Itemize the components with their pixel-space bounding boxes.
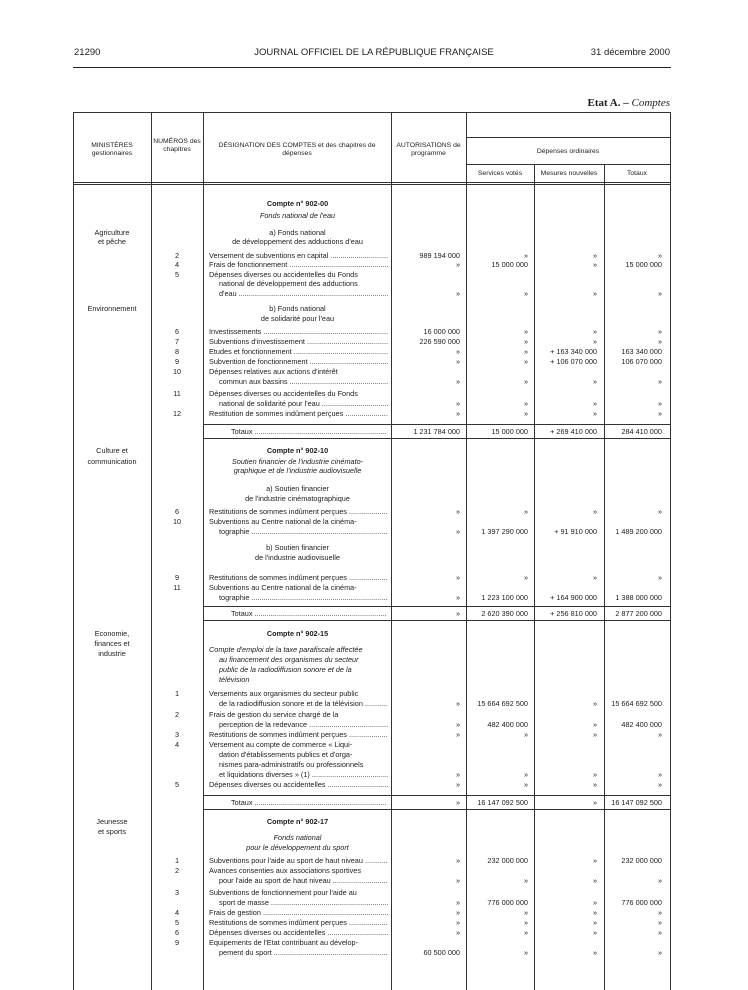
services-votes-value: »	[523, 357, 528, 366]
services-votes-value: »	[523, 251, 528, 260]
services-votes-value: »	[523, 327, 528, 336]
col-line-4	[466, 112, 467, 990]
designation-text: Subventions de fonctionnement pour l'aide au	[209, 888, 357, 897]
designation-text: public de la radiodiffusion sonore et de la	[219, 665, 352, 674]
designation-text: b) Soutien financier	[266, 543, 329, 552]
totaux-value: »	[657, 780, 662, 789]
designation-text: télévision	[219, 675, 250, 684]
autorisation-value: »	[455, 573, 460, 582]
autorisation-value: »	[455, 377, 460, 386]
designation-text: Dépenses diverses ou accidentelles .....	[209, 781, 388, 789]
designation-text: a) Soutien financier	[266, 484, 329, 493]
ministry-name: Jeunesse	[96, 817, 128, 826]
services-votes-value: »	[523, 770, 528, 779]
totaux-value: 106 070 000	[621, 357, 662, 366]
col-header-numeros: NUMÉROS des chapitres	[153, 138, 201, 153]
chapter-number: 10	[172, 517, 182, 526]
ministry-name: et pêche	[98, 237, 126, 246]
mesures-nouvelles-value: »	[592, 876, 597, 885]
autorisation-value: »	[455, 730, 460, 739]
totals-label: Totaux .....	[231, 799, 387, 807]
chapter-number: 11	[173, 389, 181, 398]
chapter-number: 10	[172, 367, 182, 376]
mesures-nouvelles-value: »	[592, 770, 597, 779]
services-votes-value: 15 664 692 500	[477, 699, 528, 708]
autorisation-value: »	[455, 609, 460, 618]
chapter-number: 8	[174, 347, 180, 356]
autorisation-value: »	[455, 908, 460, 917]
chapter-number: 1	[174, 689, 180, 698]
services-votes-value: »	[523, 377, 528, 386]
services-votes-value: »	[523, 573, 528, 582]
services-votes-value: »	[523, 399, 528, 408]
designation-text: Versements aux organismes du secteur public	[209, 689, 359, 698]
designation-text: Etudes et fonctionnement .....	[209, 348, 388, 356]
designation-text: Restitutions de sommes indûment perçues .....	[209, 508, 388, 516]
services-votes-value: »	[523, 780, 528, 789]
mesures-nouvelles-value: »	[592, 289, 597, 298]
services-votes-value: 16 147 092 500	[477, 798, 528, 807]
services-votes-value: 232 000 000	[487, 856, 528, 865]
designation-text: Investissements .....	[209, 328, 388, 336]
autorisation-value: »	[455, 798, 460, 807]
chapter-number: 6	[174, 507, 180, 516]
autorisation-value: »	[455, 593, 460, 602]
totaux-value: »	[657, 251, 662, 260]
ministry-name: communication	[87, 457, 137, 466]
services-votes-value: 482 400 000	[487, 720, 528, 729]
services-votes-value: »	[523, 409, 528, 418]
col-line-7	[670, 112, 671, 990]
services-votes-value: 1 397 290 000	[481, 527, 528, 536]
totaux-value: 1 489 200 000	[615, 527, 662, 536]
chapter-number: 5	[174, 780, 180, 789]
designation-text: Restitutions de sommes indûment perçues .....	[209, 574, 388, 582]
autorisation-value: »	[455, 780, 460, 789]
designation-text: b) Fonds national	[269, 304, 326, 313]
totaux-value: 163 340 000	[621, 347, 662, 356]
mesures-nouvelles-value: »	[592, 251, 597, 260]
designation-text: Versement au compte de commerce « Liqui-	[209, 740, 353, 749]
mesures-nouvelles-value: »	[592, 409, 597, 418]
services-votes-value: »	[523, 347, 528, 356]
chapter-number: 9	[174, 573, 180, 582]
mesures-nouvelles-value: »	[592, 507, 597, 516]
designation-text: tographie .....	[219, 594, 388, 602]
col-header-totaux: Totaux	[626, 170, 648, 177]
autorisation-value: »	[455, 856, 460, 865]
designation-text: Restitution de sommes indûment perçues .....	[209, 410, 388, 418]
totaux-value: »	[657, 507, 662, 516]
header-bottom-rule	[73, 182, 671, 183]
chapter-number: 6	[174, 928, 180, 937]
autorisation-value: 60 500 000	[423, 948, 460, 957]
totaux-value: »	[657, 928, 662, 937]
totaux-value: 2 877 200 000	[615, 609, 662, 618]
designation-text: Restitutions de sommes indûment perçues .....	[209, 731, 388, 739]
chapter-number: 5	[174, 270, 180, 279]
ministry-name: et sports	[98, 827, 126, 836]
totaux-value: 284 410 000	[621, 427, 662, 436]
totaux-value: »	[657, 399, 662, 408]
header-bottom-rule-2	[73, 184, 671, 185]
col-header-mesures: Mesures nouvelles	[540, 170, 598, 177]
totaux-value: 232 000 000	[621, 856, 662, 865]
designation-text: Subventions au Centre national de la cinéma-	[209, 583, 357, 592]
autorisation-value: »	[455, 527, 460, 536]
totaux-value: »	[657, 770, 662, 779]
autorisation-value: »	[455, 876, 460, 885]
chapter-number: 9	[174, 938, 180, 947]
chapter-number: 12	[172, 409, 182, 418]
chapter-number: 2	[174, 251, 180, 260]
autorisation-value: »	[455, 898, 460, 907]
autorisation-value: »	[455, 928, 460, 937]
services-votes-value: »	[523, 918, 528, 927]
designation-text: Equipements de l'Etat contribuant au dévelop-	[209, 938, 359, 947]
designation-text: perception de la redevance .....	[219, 721, 388, 729]
mesures-nouvelles-value: »	[592, 780, 597, 789]
header-rule	[73, 67, 671, 68]
mesures-nouvelles-value: »	[592, 730, 597, 739]
designation-text: et liquidations diverses » (1) .....	[219, 771, 388, 779]
designation-text: Subventions au Centre national de la cinéma-	[209, 517, 357, 526]
autorisation-value: 989 194 000	[419, 251, 460, 260]
page-number: 21290	[74, 47, 101, 58]
chapter-number: 3	[174, 888, 180, 897]
designation-text: Subventions pour l'aide au sport de haut niveau .....	[209, 857, 388, 865]
mesures-nouvelles-value: »	[592, 377, 597, 386]
autorisation-value: 226 590 000	[419, 337, 460, 346]
account-title: Compte n° 902-15	[266, 629, 329, 638]
col-line-3	[391, 112, 392, 990]
etat-title: Comptes	[631, 97, 670, 109]
chapter-number: 9	[174, 357, 180, 366]
mesures-nouvelles-value: »	[592, 337, 597, 346]
designation-text: Soutien financier de l'industrie cinémato-	[231, 457, 364, 466]
chapter-number: 4	[174, 260, 180, 269]
services-votes-value: 15 000 000	[491, 427, 528, 436]
mesures-nouvelles-value: + 269 410 000	[550, 427, 597, 436]
ministry-name: finances et	[94, 639, 130, 648]
accounts-table	[73, 112, 671, 990]
mesures-nouvelles-value: »	[592, 399, 597, 408]
autorisation-value: »	[455, 409, 460, 418]
autorisation-value: »	[455, 699, 460, 708]
ministry-name: Agriculture	[94, 228, 130, 237]
col-line-6	[604, 164, 605, 990]
mesures-nouvelles-value: »	[592, 856, 597, 865]
designation-text: Restitutions de sommes indûment perçues .....	[209, 919, 388, 927]
ministry-name: industrie	[98, 649, 126, 658]
col-header-services: Services votés	[477, 170, 523, 177]
totaux-value: »	[657, 377, 662, 386]
totals-rule	[203, 424, 671, 425]
services-votes-value: 2 620 390 000	[481, 609, 528, 618]
designation-text: Fonds national	[273, 833, 322, 842]
chapter-number: 2	[174, 866, 180, 875]
designation-text: de la radiodiffusion sonore et de la télévision .....	[219, 700, 388, 708]
totals-rule	[203, 795, 671, 796]
designation-text: Subvention de fonctionnement .....	[209, 358, 388, 366]
designation-text: Avances consenties aux associations sportives	[209, 866, 361, 875]
autorisation-value: 16 000 000	[423, 327, 460, 336]
designation-text: Subventions d'investissement .....	[209, 338, 388, 346]
table-top-rule	[73, 112, 671, 113]
services-votes-value: »	[523, 876, 528, 885]
account-title: Compte n° 902-10	[266, 446, 329, 455]
autorisation-value: »	[455, 770, 460, 779]
chapter-number: 2	[174, 710, 180, 719]
account-title: Compte n° 902-17	[266, 817, 329, 826]
designation-text: Dépenses relatives aux actions d'intérêt	[209, 367, 338, 376]
totaux-value: »	[657, 908, 662, 917]
services-votes-value: »	[523, 908, 528, 917]
chapter-number: 5	[174, 918, 180, 927]
col-header-designation: DÉSIGNATION DES COMPTES et des chapitres de dépenses	[218, 142, 376, 157]
designation-text: d'eau .....	[219, 290, 388, 298]
autorisation-value: »	[455, 289, 460, 298]
services-votes-value: 15 000 000	[491, 260, 528, 269]
mesures-nouvelles-value: »	[592, 918, 597, 927]
totals-rule	[203, 809, 671, 810]
mesures-nouvelles-value: »	[592, 798, 597, 807]
mesures-nouvelles-value: »	[592, 928, 597, 937]
mesures-nouvelles-value: »	[592, 699, 597, 708]
designation-text: Frais de gestion du service chargé de la	[209, 710, 339, 719]
designation-text: a) Fonds national	[269, 228, 326, 237]
chapter-number: 4	[174, 740, 180, 749]
autorisation-value: »	[455, 720, 460, 729]
designation-text: graphique et de l'industrie audiovisuelle	[233, 466, 362, 475]
autorisation-value: »	[455, 918, 460, 927]
col-line-5	[534, 164, 535, 990]
ministry-name: Economie,	[94, 629, 130, 638]
col-header-autorisations: AUTORISATIONS de programme	[396, 142, 461, 157]
totaux-value: »	[657, 289, 662, 298]
autorisation-value: »	[455, 357, 460, 366]
services-votes-value: »	[523, 928, 528, 937]
totaux-value: »	[657, 876, 662, 885]
totaux-value: »	[657, 337, 662, 346]
totaux-value: »	[657, 409, 662, 418]
totaux-value: »	[657, 327, 662, 336]
designation-text: national de développement des adductions	[219, 279, 358, 288]
ministry-name: Culture et	[96, 446, 128, 455]
etat-label: Etat A. –	[587, 97, 629, 109]
chapter-number: 1	[174, 856, 180, 865]
designation-text: de l'industrie cinématographique	[245, 494, 350, 503]
totaux-value: 482 400 000	[621, 720, 662, 729]
designation-text: pement du sport .....	[219, 949, 388, 957]
designation-text: Frais de fonctionnement .....	[209, 261, 388, 269]
subheader-rule	[466, 164, 671, 165]
totals-rule	[203, 620, 671, 621]
designation-text: national de solidarité pour l'eau .....	[219, 400, 388, 408]
mesures-nouvelles-value: »	[592, 908, 597, 917]
services-votes-value: »	[523, 507, 528, 516]
designation-text: de solidarité pour l'eau	[260, 314, 335, 323]
col-header-ministeres: MINISTÈRES gestionnaires	[91, 142, 133, 157]
totaux-value: »	[657, 573, 662, 582]
autorisation-value: »	[455, 347, 460, 356]
chapter-number: 4	[174, 908, 180, 917]
services-votes-value: »	[523, 337, 528, 346]
totaux-value: 15 000 000	[625, 260, 662, 269]
chapter-number: 3	[174, 730, 180, 739]
chapter-number: 6	[174, 327, 180, 336]
services-votes-value: 776 000 000	[487, 898, 528, 907]
designation-text: au financement des organismes du secteur	[219, 655, 359, 664]
services-votes-value: »	[523, 289, 528, 298]
designation-text: commun aux bassins .....	[219, 378, 388, 386]
mesures-nouvelles-value: »	[592, 573, 597, 582]
chapter-number: 7	[174, 337, 180, 346]
designation-text: Compte d'emploi de la taxe parafiscale affectée	[209, 645, 363, 654]
totals-label: Totaux .....	[231, 610, 387, 618]
designation-text: tographie .....	[219, 528, 388, 536]
journal-title: JOURNAL OFFICIEL DE LA RÉPUBLIQUE FRANÇAISE	[254, 47, 494, 58]
totaux-value: 16 147 092 500	[611, 798, 662, 807]
mesures-nouvelles-value: »	[592, 260, 597, 269]
designation-text: Dépenses diverses ou accidentelles .....	[209, 929, 388, 937]
services-votes-value: »	[523, 948, 528, 957]
designation-text: Dépenses diverses ou accidentelles du Fonds	[209, 389, 358, 398]
designation-text: dation d'établissements publics et d'orga-	[219, 750, 353, 759]
mesures-nouvelles-value: »	[592, 898, 597, 907]
totals-label: Totaux .....	[231, 428, 387, 436]
designation-text: Versement de subventions en capital .....	[209, 252, 388, 260]
designation-text: de développement des adductions d'eau	[232, 237, 363, 246]
mesures-nouvelles-value: »	[592, 327, 597, 336]
designation-text: Fonds national de l'eau	[259, 211, 336, 220]
totaux-value: »	[657, 948, 662, 957]
designation-text: sport de masse .....	[219, 899, 388, 907]
designation-text: pour l'aide au sport de haut niveau .....	[219, 877, 388, 885]
autorisation-value: »	[455, 507, 460, 516]
chapter-number: 11	[173, 583, 181, 592]
totals-rule	[203, 606, 671, 607]
totaux-value: 1 388 000 000	[615, 593, 662, 602]
designation-text: nismes para-administratifs ou professionnels	[219, 760, 364, 769]
mesures-nouvelles-value: »	[592, 948, 597, 957]
designation-text: de l'industrie audiovisuelle	[255, 553, 340, 562]
ministry-name: Environnement	[87, 304, 137, 313]
services-votes-value: »	[523, 730, 528, 739]
mesures-nouvelles-value: + 164 900 000	[550, 593, 597, 602]
totaux-value: 776 000 000	[621, 898, 662, 907]
depenses-rule	[466, 137, 671, 138]
totaux-value: 15 664 692 500	[611, 699, 662, 708]
autorisation-value: »	[455, 260, 460, 269]
services-votes-value: 1 223 100 000	[481, 593, 528, 602]
mesures-nouvelles-value: + 91 910 000	[554, 527, 597, 536]
etat-heading	[588, 97, 671, 109]
totals-rule	[203, 438, 671, 439]
mesures-nouvelles-value: + 256 810 000	[550, 609, 597, 618]
autorisation-value: »	[455, 399, 460, 408]
designation-text: pour le développement du sport	[246, 843, 349, 852]
autorisation-value: 1 231 784 000	[413, 427, 460, 436]
col-header-depenses: Dépenses ordinaires	[536, 148, 600, 155]
totaux-value: »	[657, 730, 662, 739]
mesures-nouvelles-value: + 163 340 000	[550, 347, 597, 356]
publication-date: 31 décembre 2000	[590, 47, 670, 58]
mesures-nouvelles-value: »	[592, 720, 597, 729]
account-title: Compte n° 902-00	[266, 199, 329, 208]
totaux-value: »	[657, 918, 662, 927]
mesures-nouvelles-value: + 106 070 000	[550, 357, 597, 366]
designation-text: Dépenses diverses ou accidentelles du Fonds	[209, 270, 358, 279]
designation-text: Frais de gestion .....	[209, 909, 388, 917]
